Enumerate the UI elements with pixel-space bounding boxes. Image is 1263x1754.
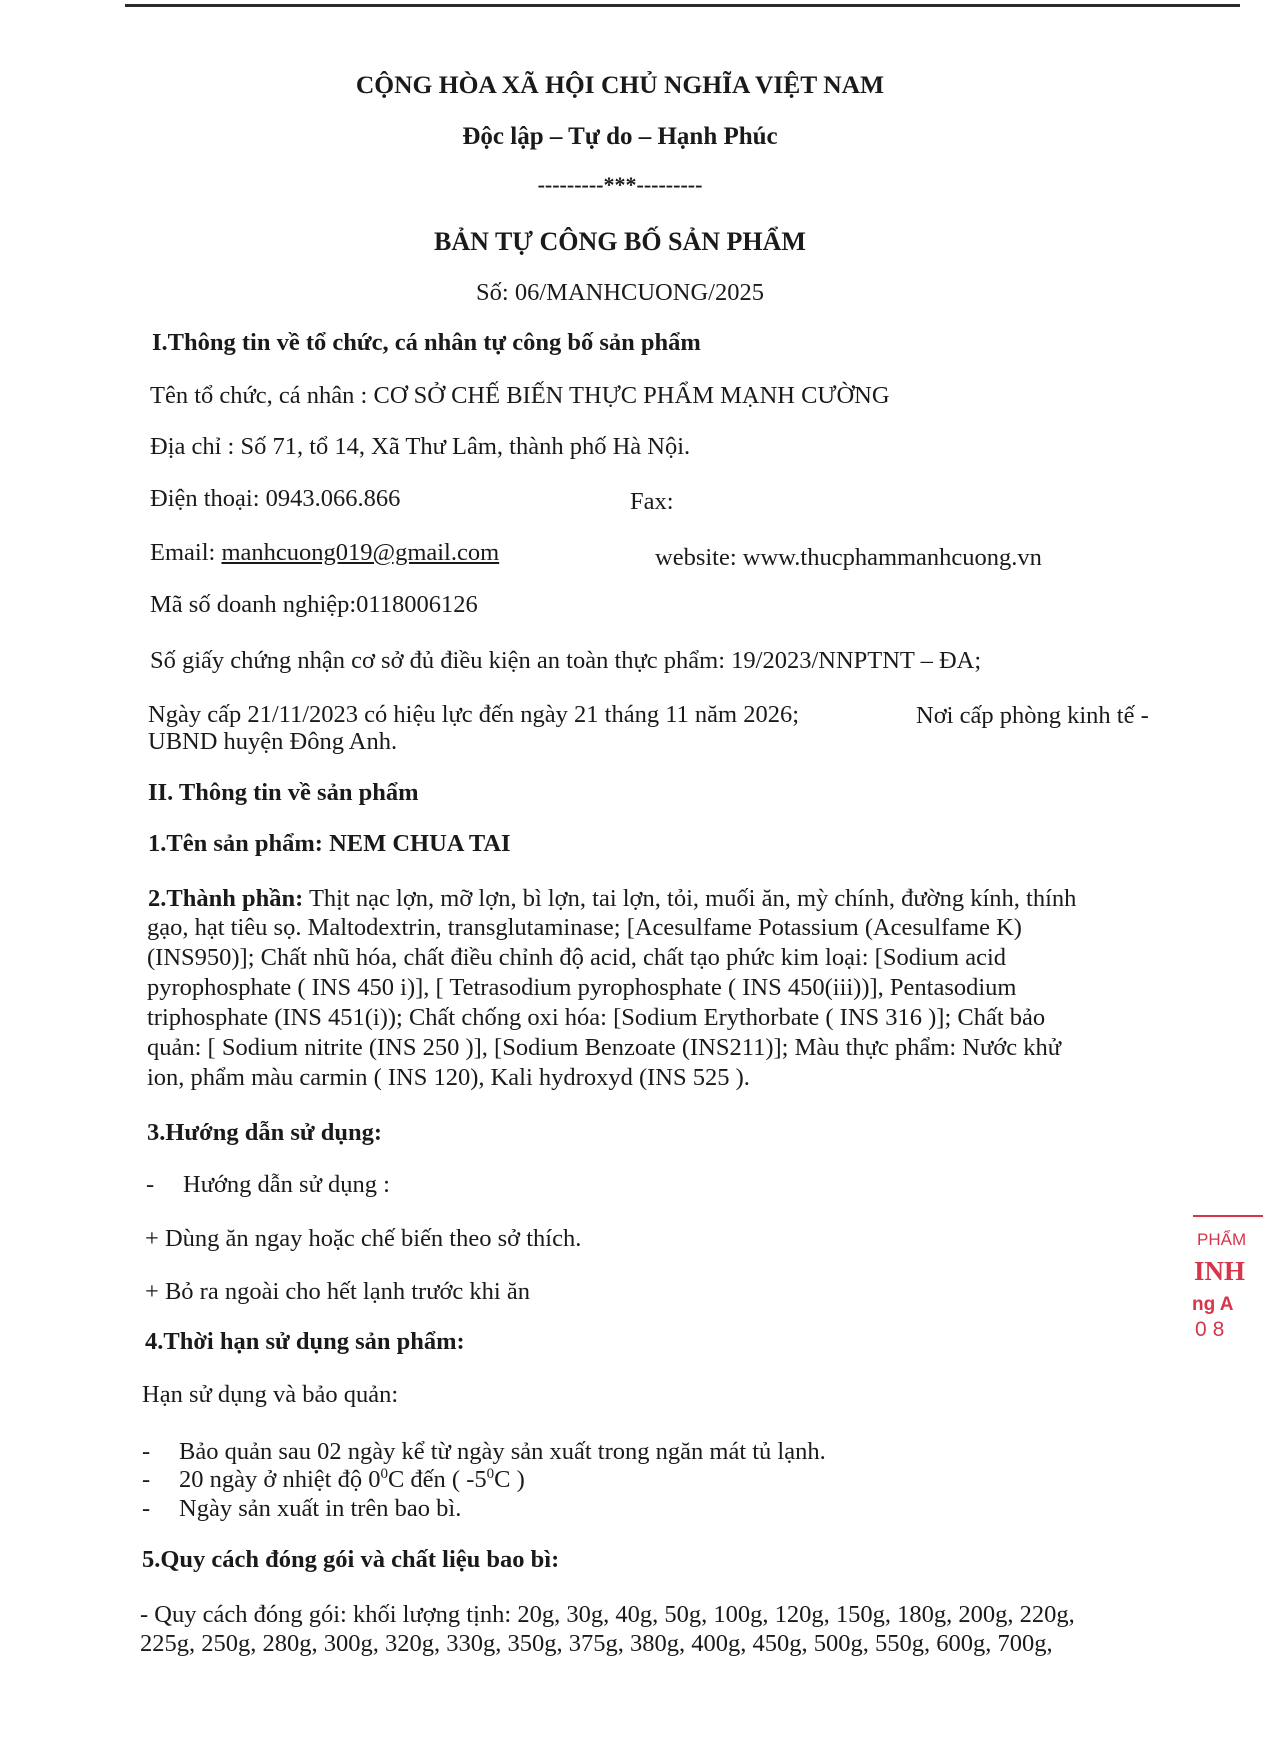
usage-subheading: - Hướng dẫn sử dụng : bbox=[146, 1171, 390, 1198]
org-address: Địa chỉ : Số 71, tổ 14, Xã Thư Lâm, thành phố Hà Nội. bbox=[150, 433, 691, 460]
shelf-item-2-text: 20 ngày ở nhiệt độ $0^0C$ đến ( $-5^0C$ ) bbox=[179, 1465, 525, 1493]
certificate-issue-date: Ngày cấp 21/11/2023 có hiệu lực đến ngày 21 tháng 11 năm 2026; bbox=[148, 701, 800, 728]
usage-item-1: + Dùng ăn ngay hoặc chế biến theo sở thích. bbox=[145, 1225, 582, 1252]
ingredients-text-1: Thịt nạc lợn, mỡ lợn, bì lợn, tai lợn, tỏi, muối ăn, mỳ chính, đường kính, thính bbox=[303, 885, 1077, 912]
email-link[interactable]: manhcuong019@gmail.com bbox=[221, 539, 500, 566]
certificate-issuer: Nơi cấp phòng kinh tế - bbox=[916, 702, 1149, 729]
document-title: BẢN TỰ CÔNG BỐ SẢN PHẨM bbox=[434, 227, 806, 256]
shelf-item-3-text: Ngày sản xuất in trên bao bì. bbox=[179, 1495, 462, 1522]
business-code: Mã số doanh nghiệp:0118006126 bbox=[150, 591, 478, 618]
shelf-life-subheading: Hạn sử dụng và bảo quản: bbox=[142, 1381, 399, 1408]
org-fax: Fax: bbox=[630, 488, 674, 515]
usage-item-2: + Bỏ ra ngoài cho hết lạnh trước khi ăn bbox=[145, 1278, 530, 1305]
ingredients-line-6: quản: [ Sodium nitrite (INS 250 )], [Sodium Benzoate (INS211)]; Màu thực phẩm: Nước khử bbox=[147, 1034, 1062, 1061]
shelf-item-1-text: Bảo quản sau 02 ngày kể từ ngày sản xuất trong ngăn mát tủ lạnh. bbox=[179, 1438, 826, 1465]
stamp-text-1: PHẨM bbox=[1197, 1230, 1247, 1249]
food-safety-certificate: Số giấy chứng nhận cơ sở đủ điều kiện an toàn thực phẩm: 19/2023/NNPTNT – ĐA; bbox=[150, 647, 982, 674]
scan-edge-line bbox=[125, 4, 1240, 7]
org-website: website: www.thucphammanhcuong.vn bbox=[655, 544, 1042, 571]
certificate-issuer-cont: UBND huyện Đông Anh. bbox=[148, 728, 398, 755]
section2-heading: II. Thông tin về sản phẩm bbox=[148, 779, 419, 806]
ingredients-line-7: ion, phẩm màu carmin ( INS 120), Kali hydroxyd (INS 525 ). bbox=[147, 1064, 750, 1091]
red-stamp-fragment bbox=[1180, 1212, 1260, 1352]
document-number: Số: 06/MANHCUONG/2025 bbox=[476, 279, 764, 306]
org-phone: Điện thoại: 0943.066.866 bbox=[150, 485, 401, 512]
stamp-text-4: 08 bbox=[1195, 1318, 1231, 1341]
ingredients-line-5: triphosphate (INS 451(i)); Chất chống oxi hóa: [Sodium Erythorbate ( INS 316 )]; Chất bảo bbox=[147, 1004, 1046, 1031]
stamp-border bbox=[1193, 1215, 1263, 1217]
shelf-item-3: - Ngày sản xuất in trên bao bì. bbox=[142, 1495, 462, 1522]
ingredients-label: 2.Thành phần: bbox=[148, 885, 304, 912]
ingredients-line-2: gạo, hạt tiêu sọ. Maltodextrin, transglutaminase; [Acesulfame Potassium (Acesulfame K) bbox=[147, 914, 1022, 941]
stamp-text-2: INH bbox=[1194, 1256, 1246, 1286]
ingredients-line-4: pyrophosphate ( INS 450 i)], [ Tetrasodium pyrophosphate ( INS 450(iii))], Pentasodium bbox=[147, 974, 1017, 1001]
section1-heading: I.Thông tin về tổ chức, cá nhân tự công bố sản phẩm bbox=[152, 329, 701, 356]
shelf-item-1: - Bảo quản sau 02 ngày kể từ ngày sản xuất trong ngăn mát tủ lạnh. bbox=[142, 1438, 826, 1465]
usage-heading: 3.Hướng dẫn sử dụng: bbox=[147, 1119, 382, 1146]
ingredients-line-3: (INS950)]; Chất nhũ hóa, chất điều chỉnh độ acid, chất tạo phức kim loại: [Sodium acid bbox=[147, 944, 1007, 971]
motto: Độc lập – Tự do – Hạnh Phúc bbox=[462, 123, 778, 150]
packaging-heading: 5.Quy cách đóng gói và chất liệu bao bì: bbox=[142, 1546, 560, 1573]
shelf-item-2: - 20 ngày ở nhiệt độ $0^0C$ đến ( $-5^0C$ ) bbox=[142, 1465, 525, 1493]
packaging-line-1: - Quy cách đóng gói: khối lượng tịnh: 20g, 30g, 40g, 50g, 100g, 120g, 150g, 180g, 200g, 220g, bbox=[140, 1601, 1075, 1628]
header-separator: ---------***--------- bbox=[537, 172, 703, 197]
usage-subheading-text: Hướng dẫn sử dụng : bbox=[183, 1171, 390, 1198]
shelf-life-heading: 4.Thời hạn sử dụng sản phẩm: bbox=[145, 1328, 465, 1355]
nation-title: CỘNG HÒA XÃ HỘI CHỦ NGHĨA VIỆT NAM bbox=[355, 70, 885, 99]
email-label: Email: bbox=[150, 539, 222, 566]
product-name: 1.Tên sản phẩm: NEM CHUA TAI bbox=[148, 830, 511, 857]
packaging-line-2: 225g, 250g, 280g, 300g, 320g, 330g, 350g, 375g, 380g, 400g, 450g, 500g, 550g, 600g, 700g, bbox=[140, 1630, 1053, 1657]
org-name: Tên tổ chức, cá nhân : CƠ SỞ CHẾ BIẾN THỰC PHẨM MẠNH CƯỜNG bbox=[150, 382, 890, 409]
ingredients-line-1 bbox=[148, 884, 1076, 913]
org-email-row bbox=[150, 538, 499, 567]
stamp-text-3: ng A bbox=[1192, 1294, 1234, 1315]
